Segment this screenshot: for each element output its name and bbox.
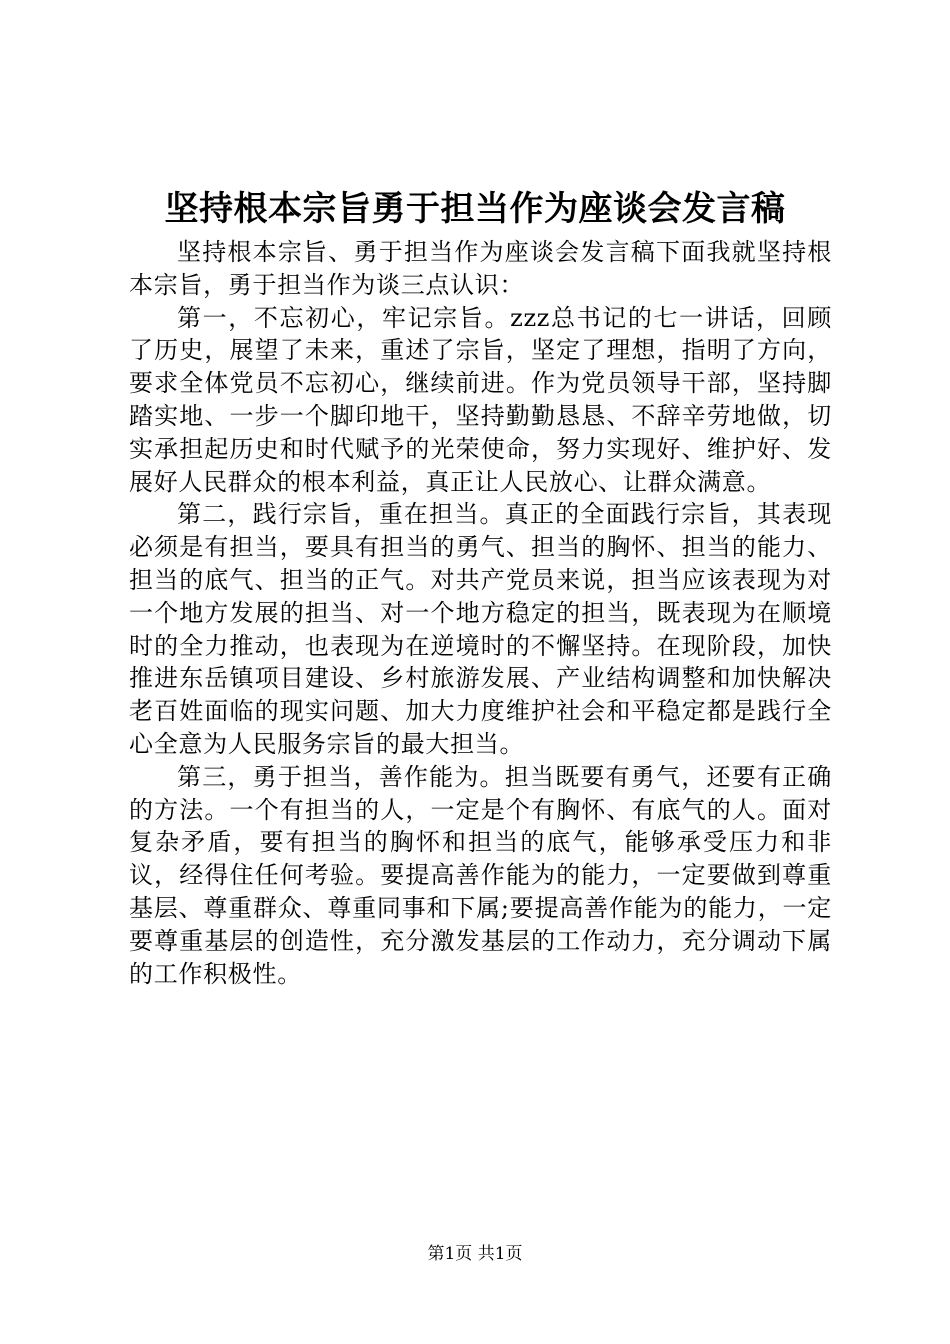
document-title: 坚持根本宗旨勇于担当作为座谈会发言稿 [164, 189, 786, 229]
page-number: 第1页 共1页 [427, 1244, 523, 1264]
paragraph-point-three: 第三，勇于担当，善作能为。担当既要有勇气，还要有正确的方法。一个有担当的人，一定是个有胸怀、有底气的人。面对复杂矛盾，要有担当的胸怀和担当的底气，能够承受压力和非议，经得住任何考验。要提高善作能为的能力，一定要做到尊重基层、尊重群众、尊重同事和下属;要提高善作能为的能力，一定要尊重基层的创造性，充分激发基层的工作动力，充分调动下属的工作积极性。 [129, 762, 832, 988]
paragraph-point-one: 第一，不忘初心，牢记宗旨。zzz总书记的七一讲话，回顾了历史，展望了未来，重述了宗旨，坚定了理想，指明了方向，要求全体党员不忘初心，继续前进。作为党员领导干部，坚持脚踏实地、一步一个脚印地干，坚持勤勤恳恳、不辞辛劳地做，切实承担起历史和时代赋予的光荣使命，努力实现好、维护好、发展好人民群众的根本利益，真正让人民放心、让群众满意。 [129, 303, 832, 496]
paragraph-point-two: 第二，践行宗旨，重在担当。真正的全面践行宗旨，其表现必须是有担当，要具有担当的勇气、担当的胸怀、担当的能力、担当的底气、担当的正气。对共产党员来说，担当应该表现为对一个地方发展的担当、对一个地方稳定的担当，既表现为在顺境时的全力推动，也表现为在逆境时的不懈坚持。在现阶段，加快推进东岳镇项目建设、乡村旅游发展、产业结构调整和加快解决老百姓面临的现实问题、加大力度维护社会和平稳定都是践行全心全意为人民服务宗旨的最大担当。 [129, 500, 832, 758]
paragraph-intro: 坚持根本宗旨、勇于担当作为座谈会发言稿下面我就坚持根本宗旨，勇于担当作为谈三点认识： [129, 238, 832, 299]
document-body [129, 236, 832, 990]
